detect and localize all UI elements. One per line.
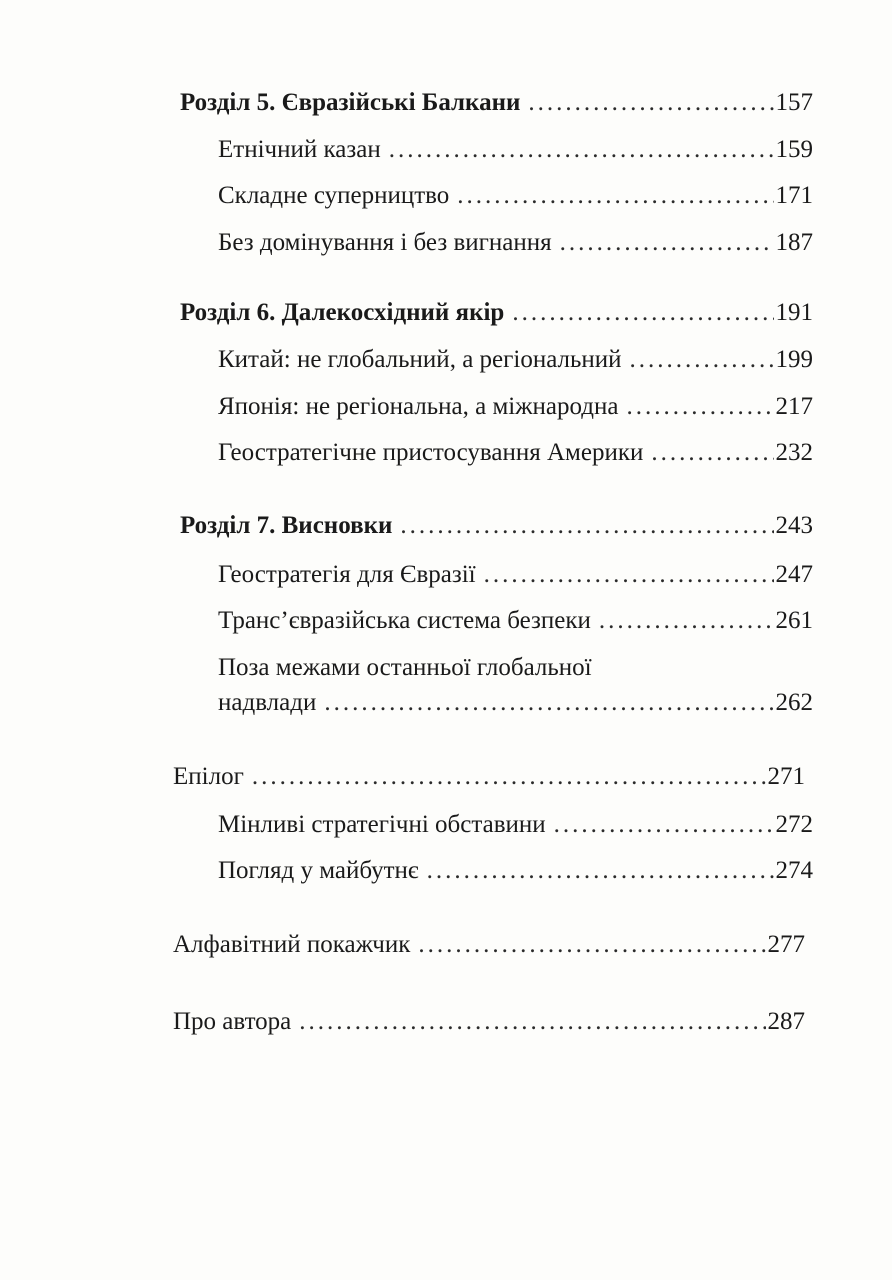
dot-leader	[630, 345, 774, 375]
toc-entry-page: 262	[775, 689, 813, 716]
dot-leader	[626, 392, 773, 422]
dot-leader	[457, 181, 773, 211]
toc-entry-title: Мінливі стратегічні обставини	[218, 811, 546, 838]
dot-leader	[389, 135, 774, 165]
toc-entry-page: 232	[775, 439, 813, 466]
toc-entry-page: 247	[775, 561, 813, 588]
toc-entry	[218, 228, 813, 258]
dot-leader	[512, 298, 773, 328]
toc-entry-title-line1: Поза межами останньої глобальної	[218, 654, 592, 681]
toc-entry-page: 191	[775, 299, 813, 326]
toc-entry-page: 277	[767, 931, 805, 958]
dot-leader	[299, 1007, 765, 1037]
toc-entry-epilogue	[173, 762, 805, 792]
toc-entry-page: 157	[775, 89, 813, 116]
dot-leader	[252, 762, 766, 792]
dot-leader	[427, 856, 774, 886]
toc-entry-title: Без домінування і без вигнання	[218, 229, 552, 256]
toc-entry-page: 171	[775, 182, 813, 209]
toc-entry-page: 272	[775, 811, 813, 838]
toc-entry-page: 159	[775, 136, 813, 163]
dot-leader	[324, 688, 773, 718]
toc-entry-title: Алфавітний покажчик	[173, 931, 411, 958]
toc-entry-title: Складне суперництво	[218, 182, 450, 209]
toc-entry-title: Розділ 6. Далекосхідний якір	[180, 299, 505, 326]
toc-entry	[218, 560, 813, 590]
dot-leader	[484, 560, 774, 590]
toc-entry-title: Китай: не глобальний, а регіональний	[218, 346, 622, 373]
toc-entry-page: 261	[775, 607, 813, 634]
toc-entry-page: 274	[775, 857, 813, 884]
toc-entry-title: Розділ 5. Євразійські Балкани	[180, 89, 521, 116]
toc-entry	[218, 392, 813, 422]
toc-entry-chapter-7	[180, 511, 813, 541]
toc-entry-chapter-6	[180, 298, 813, 328]
dot-leader	[651, 438, 773, 468]
toc-entry-page: 271	[767, 763, 805, 790]
toc-entry-title: Епілог	[173, 763, 244, 790]
dot-leader	[528, 88, 773, 118]
toc-entry	[218, 688, 813, 718]
dot-leader	[599, 606, 774, 636]
toc-entry-title: надвлади	[218, 689, 317, 716]
dot-leader	[418, 930, 765, 960]
toc-entry-page: 243	[775, 512, 813, 539]
dot-leader	[554, 810, 774, 840]
toc-entry-chapter-5	[180, 88, 813, 118]
toc-entry-page: 217	[775, 393, 813, 420]
toc-entry-page: 199	[775, 346, 813, 373]
toc-entry	[218, 135, 813, 165]
toc-entry	[218, 345, 813, 375]
toc-entry-page: 287	[767, 1008, 805, 1035]
toc-entry	[218, 438, 813, 468]
dot-leader	[400, 511, 773, 541]
toc-entry-title: Розділ 7. Висновки	[180, 512, 393, 539]
toc-entry-title: Етнічний казан	[218, 136, 381, 163]
toc-entry-about-author	[173, 1007, 805, 1037]
toc-entry	[218, 810, 813, 840]
dot-leader	[560, 228, 774, 258]
toc-entry-title: Транс’євразійська система безпеки	[218, 607, 591, 634]
toc-entry	[218, 856, 813, 886]
toc-entry-title: Японія: не регіональна, а міжнародна	[218, 393, 619, 420]
toc-entry-title: Погляд у майбутнє	[218, 857, 419, 884]
toc-entry	[218, 606, 813, 636]
toc-entry-title: Про автора	[173, 1008, 292, 1035]
toc-entry	[218, 181, 813, 211]
toc-entry-page: 187	[775, 229, 813, 256]
toc-entry-title: Геостратегія для Євразії	[218, 561, 476, 588]
toc-entry-title: Геостратегічне пристосування Америки	[218, 439, 644, 466]
toc-entry-index	[173, 930, 805, 960]
